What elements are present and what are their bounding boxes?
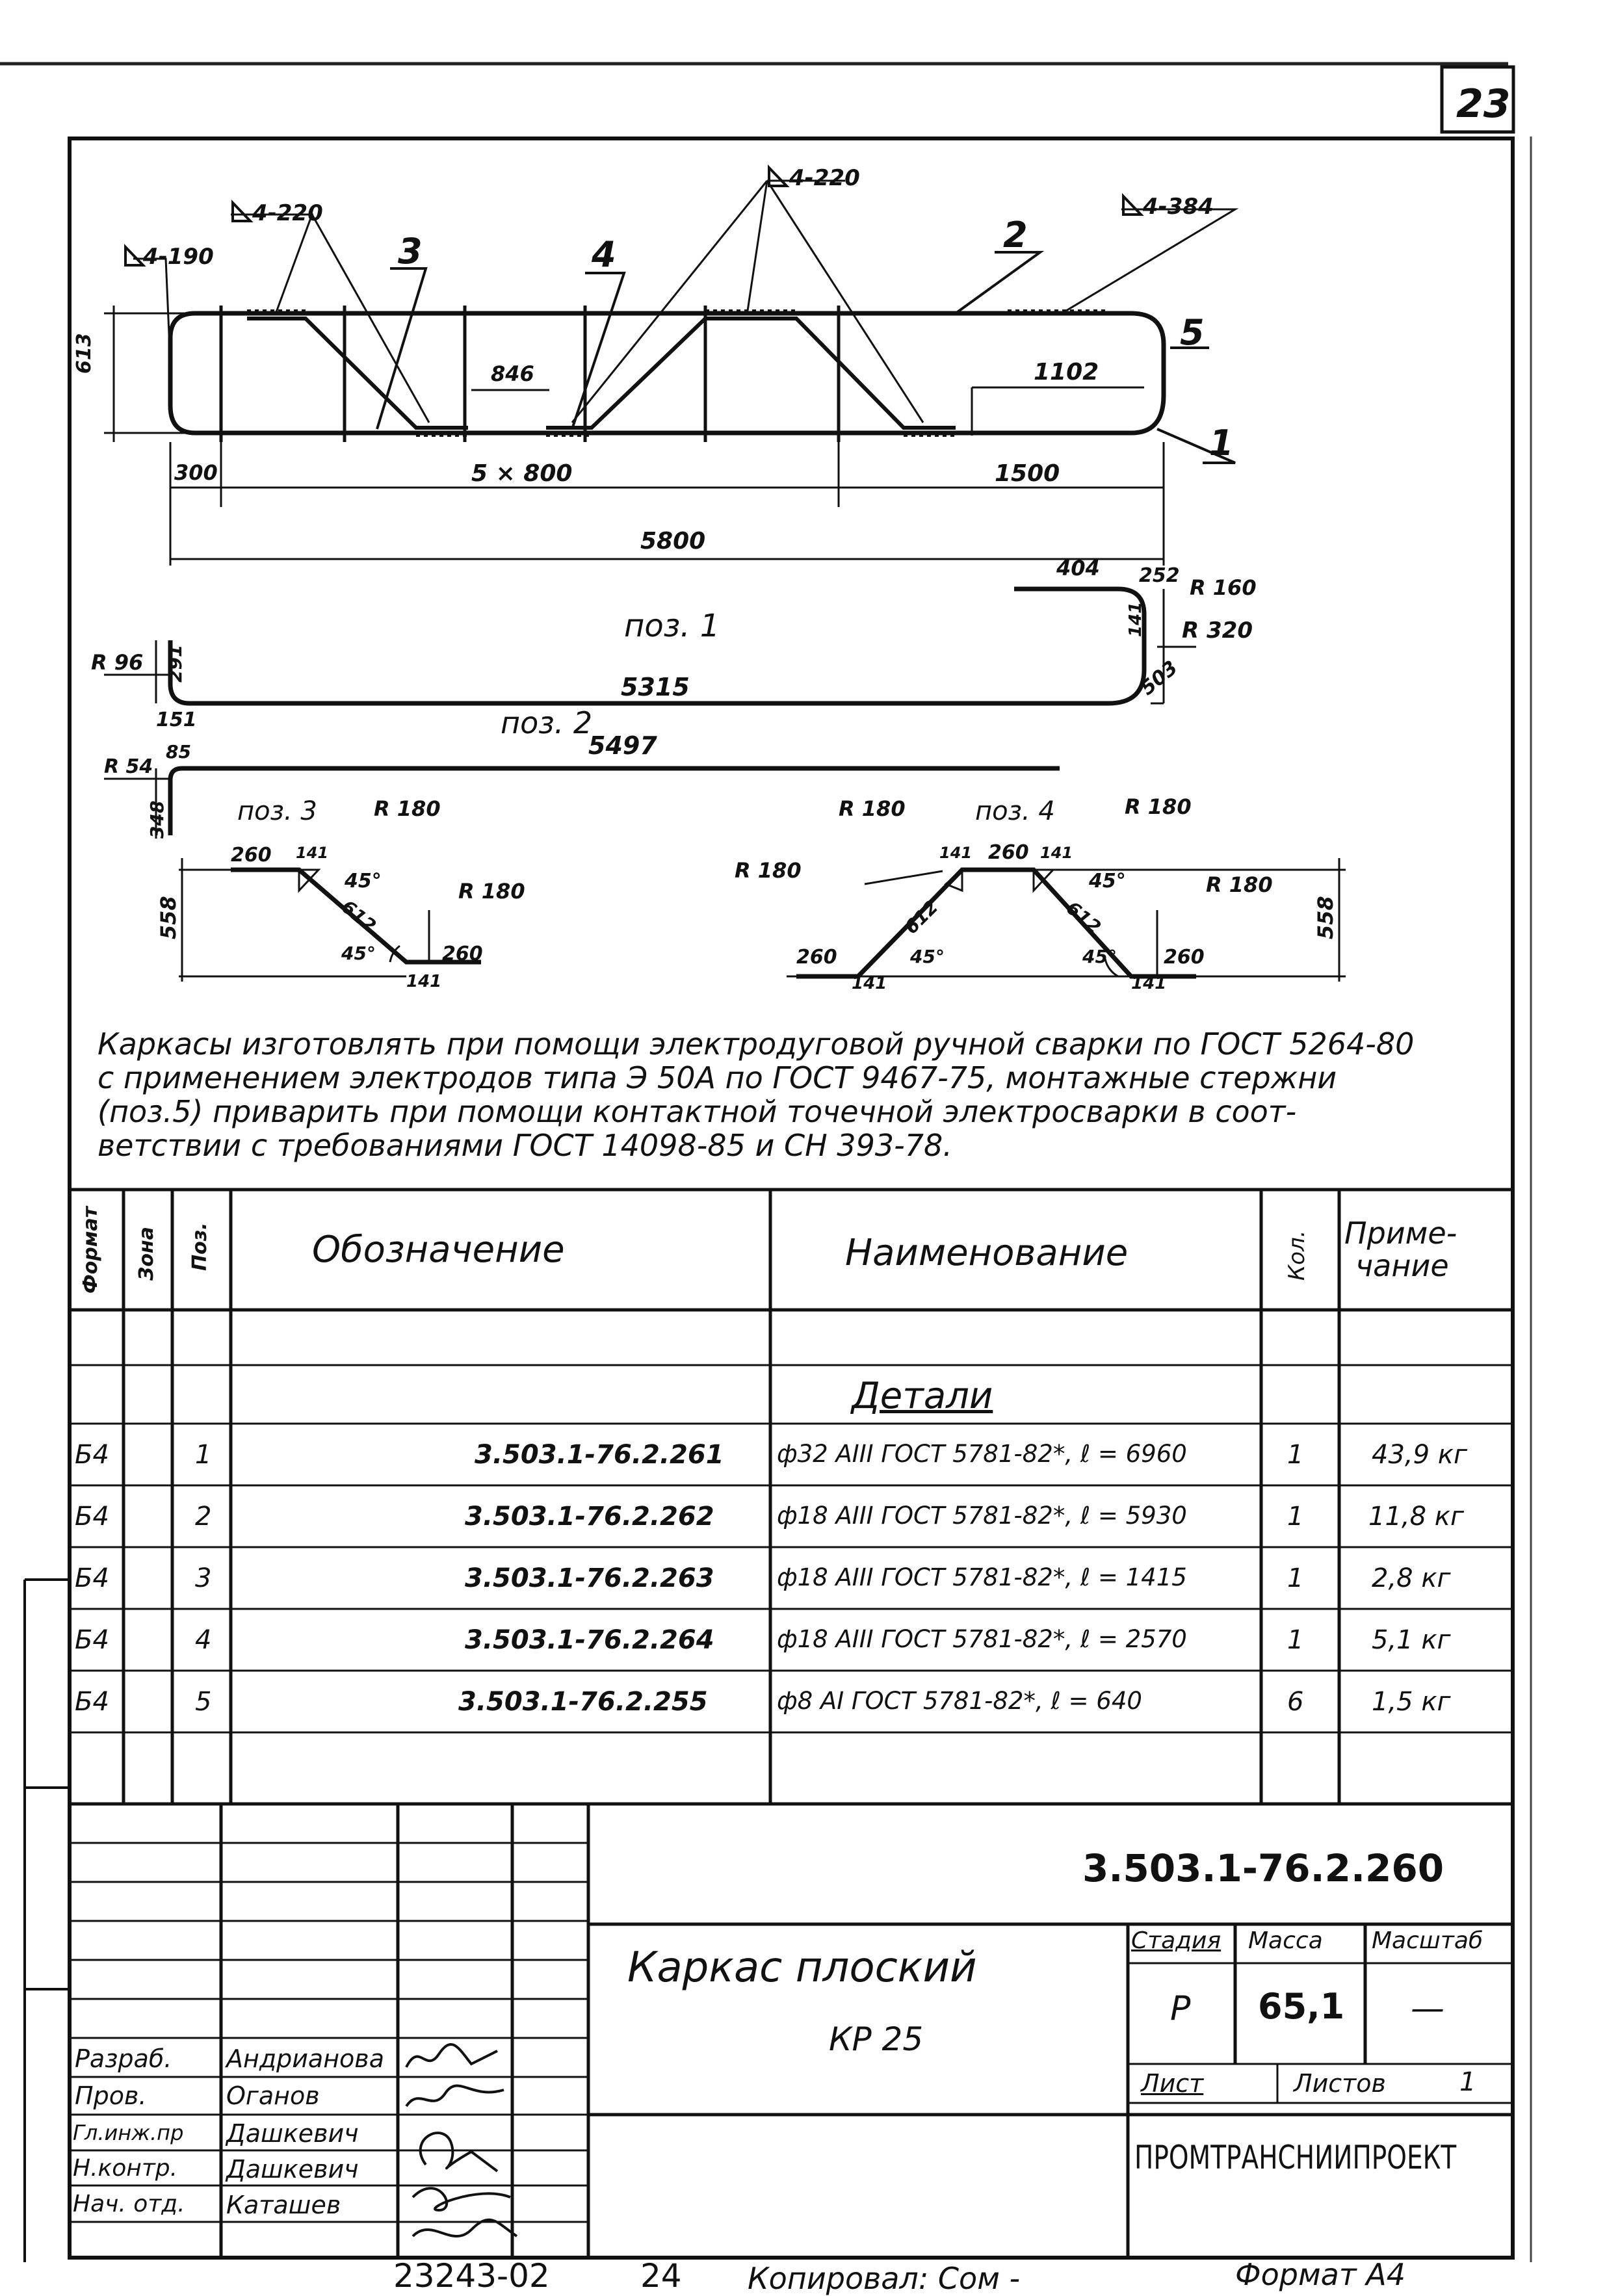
callout-number: 1 — [1209, 423, 1234, 463]
header-name: Наименование — [845, 1232, 1129, 1274]
dim-label: 404 — [1056, 556, 1100, 581]
dim-label: 141 — [1131, 974, 1167, 993]
dim-label: 151 — [156, 709, 197, 731]
role-label: Н.контр. — [73, 2155, 178, 2182]
cell-name: ф8 АI ГОСТ 5781-82*, ℓ = 640 — [777, 1687, 1142, 1715]
cell-designation: 3.503.1-76.2.263 — [465, 1563, 714, 1593]
cell-note: 2,8 кг — [1372, 1563, 1451, 1593]
role-label: Нач. отд. — [73, 2191, 185, 2217]
dim-label: 45° — [1082, 946, 1117, 967]
org-name: ПРОМТРАНСНИИПРОЕКТ — [1134, 2139, 1457, 2176]
role-name: Дашкевич — [226, 2119, 359, 2148]
footer-number: 24 — [640, 2257, 682, 2295]
role-name: Оганов — [226, 2081, 320, 2110]
weld-label: 4-220 — [252, 200, 323, 226]
dim-label: 252 — [1139, 564, 1180, 587]
header-qty: Кол. — [1284, 1230, 1310, 1281]
note-line: с применением электродов типа Э 50А по ГОСТ 9467-75, монтажные стержни — [98, 1060, 1337, 1095]
cell-name: ф18 АIII ГОСТ 5781-82*, ℓ = 1415 — [777, 1563, 1187, 1591]
dim-label: R 180 — [735, 858, 802, 883]
page-number: 23 — [1456, 81, 1511, 127]
notes-block — [98, 1027, 1508, 1162]
dim-label: 141 — [296, 844, 329, 862]
dim-label: 260 — [988, 841, 1029, 864]
dim-label: 5497 — [588, 731, 657, 760]
header-zone: Зона — [135, 1227, 158, 1281]
dim-label: R 180 — [458, 879, 525, 904]
cell-designation: 3.503.1-76.2.264 — [465, 1625, 714, 1655]
cell-pos: 4 — [195, 1625, 212, 1655]
dim-label: R 180 — [374, 796, 441, 821]
dim-label: 5315 — [621, 673, 690, 701]
callout-number: 4 — [592, 234, 616, 275]
dim-label: R 180 — [1206, 872, 1273, 897]
cell-format: Б4 — [75, 1625, 109, 1655]
cell-qty: 6 — [1287, 1687, 1304, 1717]
dim-label: 503 — [1136, 656, 1182, 700]
signature-mark — [406, 2086, 504, 2106]
drawing-title: Каркас плоский — [627, 1944, 977, 1992]
weld-label: 4-190 — [143, 244, 214, 270]
cell-format: Б4 — [75, 1563, 109, 1593]
cell-note: 1,5 кг — [1372, 1687, 1451, 1717]
callout-number: 3 — [398, 231, 423, 272]
header-format: Формат — [79, 1207, 102, 1294]
weld-label: 4-220 — [789, 165, 860, 191]
dim-label: 613 — [73, 333, 96, 374]
role-name: Дашкевич — [226, 2155, 359, 2184]
role-label: Гл.инж.пр — [73, 2120, 184, 2145]
cell-note: 5,1 кг — [1372, 1625, 1451, 1655]
note-line: (поз.5) приварить при помощи контактной точечной электросварки в соот- — [98, 1094, 1297, 1129]
signature-mark — [413, 2188, 510, 2210]
signature-mark — [413, 2220, 517, 2236]
dim-label: 558 — [1313, 896, 1338, 939]
dim-label: 45° — [345, 870, 382, 893]
stage-label: Стадия — [1131, 1927, 1222, 1954]
weld-label: 4-384 — [1143, 194, 1214, 220]
role-name: Каташев — [226, 2191, 341, 2219]
cell-designation: 3.503.1-76.2.262 — [465, 1502, 714, 1532]
part-label: поз. 1 — [624, 608, 720, 644]
signature-mark — [421, 2133, 497, 2171]
dim-label: R 160 — [1190, 575, 1257, 600]
cell-note: 11,8 кг — [1368, 1502, 1464, 1532]
cell-pos: 5 — [195, 1687, 212, 1717]
dim-label: 85 — [166, 741, 191, 763]
cell-pos: 2 — [195, 1502, 212, 1532]
dim-label: 612 — [1062, 897, 1105, 938]
doc-code: 3.503.1-76.2.260 — [1082, 1846, 1444, 1890]
format-note: Формат А4 — [1235, 2257, 1405, 2292]
header-note-a: Приме- — [1344, 1216, 1457, 1251]
dim-label: 260 — [231, 844, 272, 867]
role-name: Андрианова — [226, 2044, 384, 2073]
part-label: поз. 4 — [975, 796, 1055, 826]
cell-name: ф32 АIII ГОСТ 5781-82*, ℓ = 6960 — [777, 1440, 1187, 1468]
dim-label: 45° — [1089, 870, 1126, 893]
signature-mark — [406, 2044, 497, 2067]
dim-label: 846 — [491, 361, 534, 386]
dim-label: 260 — [1164, 946, 1205, 969]
dim-label: 141 — [852, 974, 887, 993]
cell-pos: 3 — [195, 1563, 212, 1593]
scale-value: — — [1411, 1989, 1444, 2028]
cell-designation: 3.503.1-76.2.255 — [458, 1687, 708, 1717]
sheets-value: 1 — [1459, 2067, 1476, 2097]
dim-label: 141 — [1040, 844, 1073, 862]
header-note-b: чание — [1355, 1248, 1449, 1283]
dim-label: 300 — [174, 460, 218, 485]
dim-label: 558 — [156, 896, 181, 939]
dim-label: 141 — [939, 844, 973, 862]
callout-number: 2 — [1003, 215, 1028, 255]
dim-label: R 96 — [91, 650, 144, 675]
dim-label: 45° — [341, 943, 376, 964]
dim-label: R 320 — [1182, 618, 1253, 644]
cell-format: Б4 — [75, 1687, 109, 1717]
part-label: поз. 2 — [501, 705, 593, 740]
mass-value: 65,1 — [1258, 1986, 1345, 2027]
scale-label: Масштаб — [1372, 1927, 1483, 1954]
cell-note: 43,9 кг — [1372, 1440, 1467, 1470]
sheet-label: Лист — [1141, 2069, 1204, 2098]
dim-label: 291 — [164, 644, 186, 683]
dim-label: R 54 — [104, 755, 153, 778]
cell-designation: 3.503.1-76.2.261 — [475, 1440, 724, 1470]
header-pos: Поз. — [189, 1222, 211, 1271]
callout-number: 5 — [1180, 312, 1205, 353]
dim-label: 5800 — [640, 528, 706, 554]
header-designation: Обозначение — [312, 1229, 565, 1271]
drawing-subtitle: КР 25 — [829, 2020, 924, 2058]
cell-qty: 1 — [1287, 1563, 1304, 1593]
cell-name: ф18 АIII ГОСТ 5781-82*, ℓ = 2570 — [777, 1625, 1187, 1653]
frame-assembly-view — [170, 306, 1164, 442]
cell-qty: 1 — [1287, 1440, 1304, 1470]
cell-qty: 1 — [1287, 1625, 1304, 1655]
dim-label: 612 — [337, 896, 380, 937]
dim-label: 141 — [406, 972, 442, 991]
sheets-label: Листов — [1294, 2069, 1386, 2098]
dim-label: 45° — [910, 946, 945, 967]
dim-label: 260 — [442, 943, 483, 965]
dim-label: 1500 — [995, 460, 1060, 487]
dim-label: 260 — [796, 946, 837, 969]
note-line: ветствии с требованиями ГОСТ 14098-85 и СН 393-78. — [98, 1128, 952, 1163]
part-label: поз. 3 — [237, 796, 317, 826]
section-details: Детали — [852, 1375, 993, 1417]
cell-pos: 1 — [195, 1440, 212, 1470]
dim-label: R 180 — [839, 796, 906, 821]
cell-qty: 1 — [1287, 1502, 1304, 1532]
cell-format: Б4 — [75, 1440, 109, 1470]
role-label: Пров. — [75, 2081, 147, 2110]
role-label: Разраб. — [75, 2044, 172, 2073]
copied-by: Копировал: Сом - — [748, 2261, 1021, 2296]
dim-label: 5 × 800 — [471, 460, 573, 487]
stage-value: Р — [1170, 1989, 1191, 2028]
dim-label: R 180 — [1125, 794, 1192, 819]
note-line: Каркасы изготовлять при помощи электродуговой ручной сварки по ГОСТ 5264-80 — [98, 1026, 1415, 1062]
signatures — [400, 2041, 530, 2256]
mass-label: Масса — [1248, 1927, 1323, 1954]
cell-name: ф18 АIII ГОСТ 5781-82*, ℓ = 5930 — [777, 1502, 1187, 1530]
poz4-view — [796, 870, 1196, 976]
dim-label: 612 — [900, 896, 943, 939]
inventory-number: 23243-02 — [393, 2257, 550, 2295]
cell-format: Б4 — [75, 1502, 109, 1532]
dim-label: 141 — [1126, 601, 1145, 637]
dim-label: 348 — [146, 800, 168, 839]
dim-label: 1102 — [1034, 359, 1099, 385]
